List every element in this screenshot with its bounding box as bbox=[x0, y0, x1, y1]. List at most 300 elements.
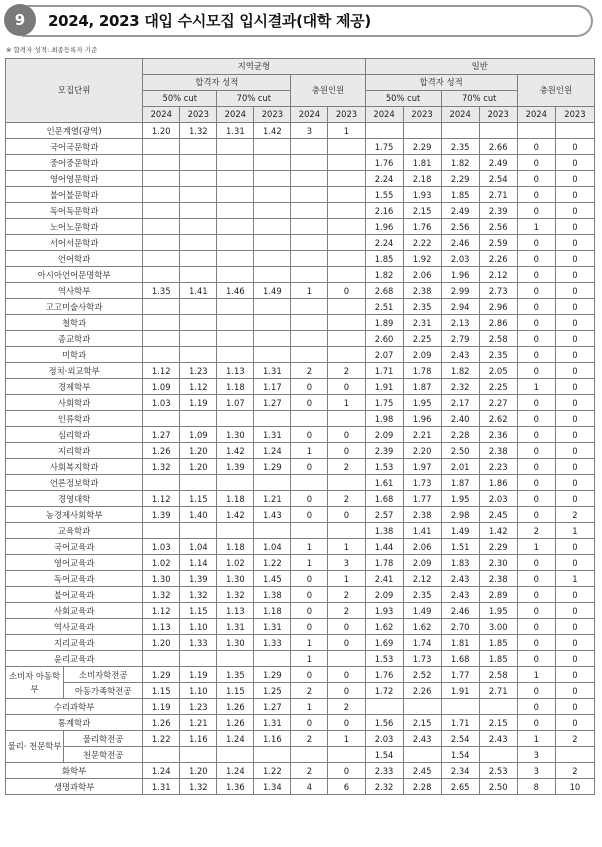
value-cell: 0 bbox=[291, 587, 328, 603]
value-cell bbox=[217, 267, 254, 283]
value-cell: 2.43 bbox=[479, 731, 517, 747]
table-row bbox=[6, 459, 595, 475]
value-cell: 1.29 bbox=[254, 459, 291, 475]
value-cell: 1.10 bbox=[180, 683, 217, 699]
value-cell: 1.96 bbox=[441, 267, 479, 283]
unit-header: 모집단위 bbox=[6, 59, 143, 123]
value-cell bbox=[254, 331, 291, 347]
value-cell: 1.39 bbox=[217, 459, 254, 475]
value-cell: 0 bbox=[517, 283, 555, 299]
value-cell: 1.02 bbox=[143, 555, 180, 571]
value-cell: 0 bbox=[517, 587, 555, 603]
value-cell bbox=[180, 267, 217, 283]
value-cell: 0 bbox=[555, 235, 594, 251]
value-cell bbox=[291, 267, 328, 283]
value-cell: 1.27 bbox=[143, 427, 180, 443]
table-row bbox=[6, 667, 595, 683]
table-row bbox=[6, 347, 595, 363]
value-cell: 0 bbox=[555, 651, 594, 667]
year-header: 2023 bbox=[403, 107, 441, 123]
year-header: 2024 bbox=[441, 107, 479, 123]
value-cell: 1 bbox=[328, 395, 365, 411]
value-cell: 0 bbox=[517, 555, 555, 571]
value-cell: 2.57 bbox=[365, 507, 403, 523]
value-cell bbox=[180, 219, 217, 235]
value-cell: 1.23 bbox=[180, 363, 217, 379]
table-row bbox=[6, 139, 595, 155]
value-cell: 2.43 bbox=[403, 731, 441, 747]
value-cell bbox=[180, 651, 217, 667]
value-cell bbox=[143, 235, 180, 251]
value-cell: 1 bbox=[517, 539, 555, 555]
value-cell: 1.56 bbox=[365, 715, 403, 731]
value-cell: 1.82 bbox=[441, 363, 479, 379]
value-cell: 1.87 bbox=[441, 475, 479, 491]
value-cell: 2.33 bbox=[365, 763, 403, 779]
value-cell: 2.38 bbox=[403, 283, 441, 299]
value-cell: 0 bbox=[291, 603, 328, 619]
value-cell: 0 bbox=[517, 571, 555, 587]
table-row bbox=[6, 587, 595, 603]
value-cell: 1.21 bbox=[254, 491, 291, 507]
value-cell: 1.33 bbox=[254, 635, 291, 651]
value-cell bbox=[328, 411, 365, 427]
value-cell: 2.32 bbox=[365, 779, 403, 795]
value-cell: 1 bbox=[291, 443, 328, 459]
unit-name: 경영대학 bbox=[6, 491, 143, 507]
value-cell bbox=[217, 523, 254, 539]
value-cell: 1.19 bbox=[143, 699, 180, 715]
value-cell: 1.14 bbox=[180, 555, 217, 571]
value-cell bbox=[291, 187, 328, 203]
value-cell bbox=[254, 139, 291, 155]
value-cell: 1.34 bbox=[254, 779, 291, 795]
value-cell: 2.96 bbox=[479, 299, 517, 315]
value-cell bbox=[254, 315, 291, 331]
value-cell: 0 bbox=[291, 507, 328, 523]
value-cell bbox=[291, 219, 328, 235]
value-cell: 0 bbox=[517, 491, 555, 507]
value-cell: 1.92 bbox=[403, 251, 441, 267]
value-cell: 2.34 bbox=[441, 763, 479, 779]
regional-extra-header: 충원인원 bbox=[291, 75, 365, 107]
value-cell: 1.10 bbox=[180, 619, 217, 635]
value-cell: 1.12 bbox=[143, 363, 180, 379]
value-cell: 2.35 bbox=[441, 139, 479, 155]
value-cell: 10 bbox=[555, 779, 594, 795]
value-cell: 1.71 bbox=[441, 715, 479, 731]
value-cell: 0 bbox=[517, 651, 555, 667]
unit-group-name: 물리· 천문학부 bbox=[6, 731, 64, 763]
value-cell: 2 bbox=[328, 459, 365, 475]
value-cell: 1.15 bbox=[217, 683, 254, 699]
table-row bbox=[6, 523, 595, 539]
value-cell: 1 bbox=[328, 539, 365, 555]
value-cell: 2.09 bbox=[365, 427, 403, 443]
value-cell bbox=[143, 155, 180, 171]
value-cell: 1 bbox=[291, 283, 328, 299]
value-cell: 2.98 bbox=[441, 507, 479, 523]
value-cell: 2.70 bbox=[441, 619, 479, 635]
value-cell bbox=[291, 411, 328, 427]
year-header: 2023 bbox=[254, 107, 291, 123]
unit-name: 중어중문학과 bbox=[6, 155, 143, 171]
value-cell: 1.53 bbox=[365, 459, 403, 475]
value-cell: 2 bbox=[291, 363, 328, 379]
value-cell bbox=[291, 251, 328, 267]
table-row bbox=[6, 603, 595, 619]
value-cell: 1.32 bbox=[180, 123, 217, 139]
value-cell: 2.01 bbox=[441, 459, 479, 475]
value-cell: 1.39 bbox=[143, 507, 180, 523]
value-cell: 1.71 bbox=[365, 363, 403, 379]
table-row bbox=[6, 651, 595, 667]
table-row bbox=[6, 443, 595, 459]
value-cell: 2.50 bbox=[441, 443, 479, 459]
value-cell: 2.24 bbox=[365, 171, 403, 187]
value-cell bbox=[180, 315, 217, 331]
table-row bbox=[6, 747, 595, 763]
value-cell: 0 bbox=[328, 635, 365, 651]
value-cell bbox=[143, 139, 180, 155]
value-cell bbox=[180, 523, 217, 539]
value-cell: 1.15 bbox=[180, 491, 217, 507]
value-cell: 2.50 bbox=[479, 779, 517, 795]
general-pass-scores-header: 합격자 성적 bbox=[365, 75, 517, 91]
value-cell bbox=[180, 203, 217, 219]
value-cell bbox=[217, 299, 254, 315]
unit-name: 지리교육과 bbox=[6, 635, 143, 651]
value-cell: 1.32 bbox=[217, 587, 254, 603]
table-row bbox=[6, 539, 595, 555]
value-cell: 1.39 bbox=[180, 571, 217, 587]
value-cell bbox=[254, 523, 291, 539]
value-cell: 1.24 bbox=[217, 763, 254, 779]
value-cell: 1.36 bbox=[217, 779, 254, 795]
value-cell: 0 bbox=[328, 379, 365, 395]
value-cell: 1.31 bbox=[254, 427, 291, 443]
table-row bbox=[6, 427, 595, 443]
value-cell: 2.43 bbox=[441, 587, 479, 603]
value-cell: 0 bbox=[517, 363, 555, 379]
value-cell bbox=[217, 331, 254, 347]
unit-name: 언론정보학과 bbox=[6, 475, 143, 491]
value-cell: 2.54 bbox=[479, 171, 517, 187]
unit-name: 철학과 bbox=[6, 315, 143, 331]
value-cell: 1.03 bbox=[143, 395, 180, 411]
unit-name: 언어학과 bbox=[6, 251, 143, 267]
value-cell: 1.96 bbox=[403, 411, 441, 427]
table-row bbox=[6, 379, 595, 395]
value-cell: 2 bbox=[517, 523, 555, 539]
value-cell: 2.45 bbox=[479, 507, 517, 523]
unit-name: 물리학전공 bbox=[64, 731, 143, 747]
value-cell: 1 bbox=[291, 635, 328, 651]
value-cell: 1.29 bbox=[143, 667, 180, 683]
value-cell: 0 bbox=[555, 395, 594, 411]
value-cell bbox=[143, 347, 180, 363]
value-cell: 1.93 bbox=[403, 187, 441, 203]
year-header: 2023 bbox=[479, 107, 517, 123]
value-cell: 2.29 bbox=[441, 171, 479, 187]
value-cell: 0 bbox=[328, 443, 365, 459]
value-cell: 1.91 bbox=[441, 683, 479, 699]
value-cell bbox=[143, 219, 180, 235]
regional-pass-scores-header: 합격자 성적 bbox=[143, 75, 291, 91]
value-cell: 2.24 bbox=[365, 235, 403, 251]
value-cell: 1.02 bbox=[217, 555, 254, 571]
table-row bbox=[6, 475, 595, 491]
value-cell bbox=[291, 139, 328, 155]
value-cell bbox=[291, 747, 328, 763]
value-cell: 2 bbox=[291, 683, 328, 699]
value-cell: 1.72 bbox=[365, 683, 403, 699]
value-cell: 0 bbox=[555, 155, 594, 171]
value-cell: 0 bbox=[555, 699, 594, 715]
value-cell bbox=[143, 171, 180, 187]
table-row bbox=[6, 363, 595, 379]
unit-name: 정치·외교학부 bbox=[6, 363, 143, 379]
value-cell: 1.31 bbox=[254, 715, 291, 731]
value-cell: 1.85 bbox=[479, 635, 517, 651]
value-cell: 1.26 bbox=[217, 699, 254, 715]
footnote: ※ 합격자 성적: 최종등록자 기준 bbox=[6, 46, 98, 54]
value-cell: 0 bbox=[328, 427, 365, 443]
value-cell: 0 bbox=[328, 763, 365, 779]
unit-name: 독어교육과 bbox=[6, 571, 143, 587]
value-cell bbox=[143, 523, 180, 539]
value-cell: 0 bbox=[555, 427, 594, 443]
value-cell: 1.81 bbox=[441, 635, 479, 651]
value-cell: 1.61 bbox=[365, 475, 403, 491]
value-cell bbox=[254, 475, 291, 491]
value-cell: 2.49 bbox=[479, 155, 517, 171]
unit-name: 서어서문학과 bbox=[6, 235, 143, 251]
value-cell bbox=[403, 747, 441, 763]
value-cell: 2.59 bbox=[479, 235, 517, 251]
value-cell: 1 bbox=[328, 731, 365, 747]
value-cell: 2.79 bbox=[441, 331, 479, 347]
value-cell bbox=[217, 171, 254, 187]
table-row bbox=[6, 555, 595, 571]
value-cell: 0 bbox=[291, 571, 328, 587]
general-cut70-header: 70% cut bbox=[441, 91, 517, 107]
value-cell: 2.28 bbox=[403, 779, 441, 795]
unit-name: 인류학과 bbox=[6, 411, 143, 427]
value-cell bbox=[328, 139, 365, 155]
unit-name: 심리학과 bbox=[6, 427, 143, 443]
value-cell: 0 bbox=[328, 507, 365, 523]
value-cell: 1.24 bbox=[143, 763, 180, 779]
value-cell bbox=[254, 299, 291, 315]
value-cell bbox=[254, 203, 291, 219]
value-cell: 0 bbox=[517, 635, 555, 651]
value-cell: 2 bbox=[328, 603, 365, 619]
value-cell: 0 bbox=[555, 635, 594, 651]
value-cell: 1.49 bbox=[441, 523, 479, 539]
value-cell: 1.53 bbox=[365, 651, 403, 667]
value-cell: 1.15 bbox=[143, 683, 180, 699]
value-cell bbox=[403, 699, 441, 715]
value-cell: 2.38 bbox=[403, 507, 441, 523]
value-cell: 1.18 bbox=[217, 491, 254, 507]
value-cell bbox=[254, 251, 291, 267]
value-cell: 1.27 bbox=[254, 699, 291, 715]
value-cell: 1.12 bbox=[143, 491, 180, 507]
value-cell: 6 bbox=[328, 779, 365, 795]
table-row bbox=[6, 235, 595, 251]
value-cell: 1.76 bbox=[365, 155, 403, 171]
value-cell: 1.78 bbox=[403, 363, 441, 379]
value-cell: 1.76 bbox=[403, 219, 441, 235]
table-row bbox=[6, 155, 595, 171]
value-cell bbox=[291, 315, 328, 331]
value-cell: 0 bbox=[517, 427, 555, 443]
value-cell: 1.18 bbox=[217, 379, 254, 395]
value-cell bbox=[254, 347, 291, 363]
value-cell: 2.27 bbox=[479, 395, 517, 411]
value-cell: 1 bbox=[555, 523, 594, 539]
value-cell: 2.62 bbox=[479, 411, 517, 427]
value-cell: 0 bbox=[291, 715, 328, 731]
value-cell bbox=[365, 123, 403, 139]
value-cell: 0 bbox=[555, 619, 594, 635]
value-cell: 0 bbox=[291, 395, 328, 411]
value-cell: 1.45 bbox=[254, 571, 291, 587]
value-cell: 0 bbox=[517, 459, 555, 475]
value-cell bbox=[254, 187, 291, 203]
value-cell bbox=[479, 747, 517, 763]
value-cell: 0 bbox=[291, 379, 328, 395]
unit-name: 역사교육과 bbox=[6, 619, 143, 635]
value-cell: 2.60 bbox=[365, 331, 403, 347]
value-cell: 0 bbox=[517, 619, 555, 635]
value-cell: 1.38 bbox=[254, 587, 291, 603]
value-cell: 0 bbox=[517, 187, 555, 203]
value-cell: 0 bbox=[555, 459, 594, 475]
value-cell: 2.46 bbox=[441, 603, 479, 619]
value-cell: 1 bbox=[291, 539, 328, 555]
value-cell: 1.20 bbox=[180, 443, 217, 459]
value-cell bbox=[479, 699, 517, 715]
value-cell: 1.19 bbox=[180, 667, 217, 683]
value-cell bbox=[328, 219, 365, 235]
value-cell bbox=[217, 203, 254, 219]
value-cell bbox=[180, 155, 217, 171]
value-cell: 1.20 bbox=[180, 763, 217, 779]
value-cell: 2.56 bbox=[441, 219, 479, 235]
value-cell: 0 bbox=[291, 459, 328, 475]
value-cell bbox=[328, 187, 365, 203]
value-cell: 0 bbox=[555, 715, 594, 731]
value-cell bbox=[254, 267, 291, 283]
value-cell: 2.26 bbox=[479, 251, 517, 267]
value-cell: 1.20 bbox=[180, 459, 217, 475]
value-cell: 1.86 bbox=[479, 475, 517, 491]
value-cell bbox=[254, 155, 291, 171]
value-cell: 1.95 bbox=[479, 603, 517, 619]
table-row bbox=[6, 203, 595, 219]
value-cell: 2.09 bbox=[403, 555, 441, 571]
value-cell bbox=[180, 411, 217, 427]
year-header: 2023 bbox=[555, 107, 594, 123]
table-row bbox=[6, 571, 595, 587]
unit-name: 고고미술사학과 bbox=[6, 299, 143, 315]
value-cell: 2.56 bbox=[479, 219, 517, 235]
value-cell: 1.25 bbox=[254, 683, 291, 699]
value-cell bbox=[291, 171, 328, 187]
unit-name: 통계학과 bbox=[6, 715, 143, 731]
value-cell: 2.30 bbox=[479, 555, 517, 571]
value-cell: 1.20 bbox=[143, 123, 180, 139]
value-cell: 1.74 bbox=[403, 635, 441, 651]
value-cell: 0 bbox=[555, 475, 594, 491]
value-cell: 1.87 bbox=[403, 379, 441, 395]
value-cell: 0 bbox=[555, 299, 594, 315]
value-cell: 0 bbox=[555, 219, 594, 235]
value-cell: 1.35 bbox=[143, 283, 180, 299]
value-cell: 2.12 bbox=[403, 571, 441, 587]
value-cell: 0 bbox=[555, 443, 594, 459]
value-cell: 1.42 bbox=[217, 507, 254, 523]
value-cell: 3 bbox=[517, 747, 555, 763]
value-cell: 1.41 bbox=[180, 283, 217, 299]
value-cell: 1.32 bbox=[143, 587, 180, 603]
value-cell: 1.30 bbox=[217, 635, 254, 651]
section-number: 9 bbox=[14, 11, 26, 29]
value-cell: 1.89 bbox=[365, 315, 403, 331]
value-cell: 1.54 bbox=[365, 747, 403, 763]
value-cell bbox=[291, 155, 328, 171]
value-cell: 2.58 bbox=[479, 331, 517, 347]
unit-name: 미학과 bbox=[6, 347, 143, 363]
year-header: 2024 bbox=[365, 107, 403, 123]
value-cell: 0 bbox=[555, 491, 594, 507]
value-cell: 2.71 bbox=[479, 683, 517, 699]
value-cell: 1.75 bbox=[365, 139, 403, 155]
value-cell bbox=[291, 299, 328, 315]
table-body bbox=[6, 123, 595, 795]
value-cell: 1 bbox=[328, 571, 365, 587]
value-cell bbox=[403, 123, 441, 139]
value-cell bbox=[217, 475, 254, 491]
value-cell: 2 bbox=[555, 731, 594, 747]
value-cell: 0 bbox=[555, 139, 594, 155]
value-cell: 0 bbox=[517, 683, 555, 699]
table-row bbox=[6, 507, 595, 523]
value-cell: 2.03 bbox=[479, 491, 517, 507]
table-row bbox=[6, 699, 595, 715]
year-header: 2024 bbox=[291, 107, 328, 123]
value-cell: 0 bbox=[328, 683, 365, 699]
value-cell: 1.32 bbox=[143, 459, 180, 475]
unit-name: 사회교육과 bbox=[6, 603, 143, 619]
table-row bbox=[6, 395, 595, 411]
value-cell: 2.29 bbox=[403, 139, 441, 155]
value-cell bbox=[143, 651, 180, 667]
value-cell: 1.22 bbox=[143, 731, 180, 747]
table-row bbox=[6, 171, 595, 187]
value-cell: 1.76 bbox=[365, 667, 403, 683]
value-cell: 2 bbox=[328, 699, 365, 715]
value-cell bbox=[328, 347, 365, 363]
table-row bbox=[6, 187, 595, 203]
table-row bbox=[6, 715, 595, 731]
value-cell: 2.15 bbox=[403, 715, 441, 731]
value-cell: 0 bbox=[555, 331, 594, 347]
value-cell: 1.18 bbox=[217, 539, 254, 555]
unit-name: 화학부 bbox=[6, 763, 143, 779]
